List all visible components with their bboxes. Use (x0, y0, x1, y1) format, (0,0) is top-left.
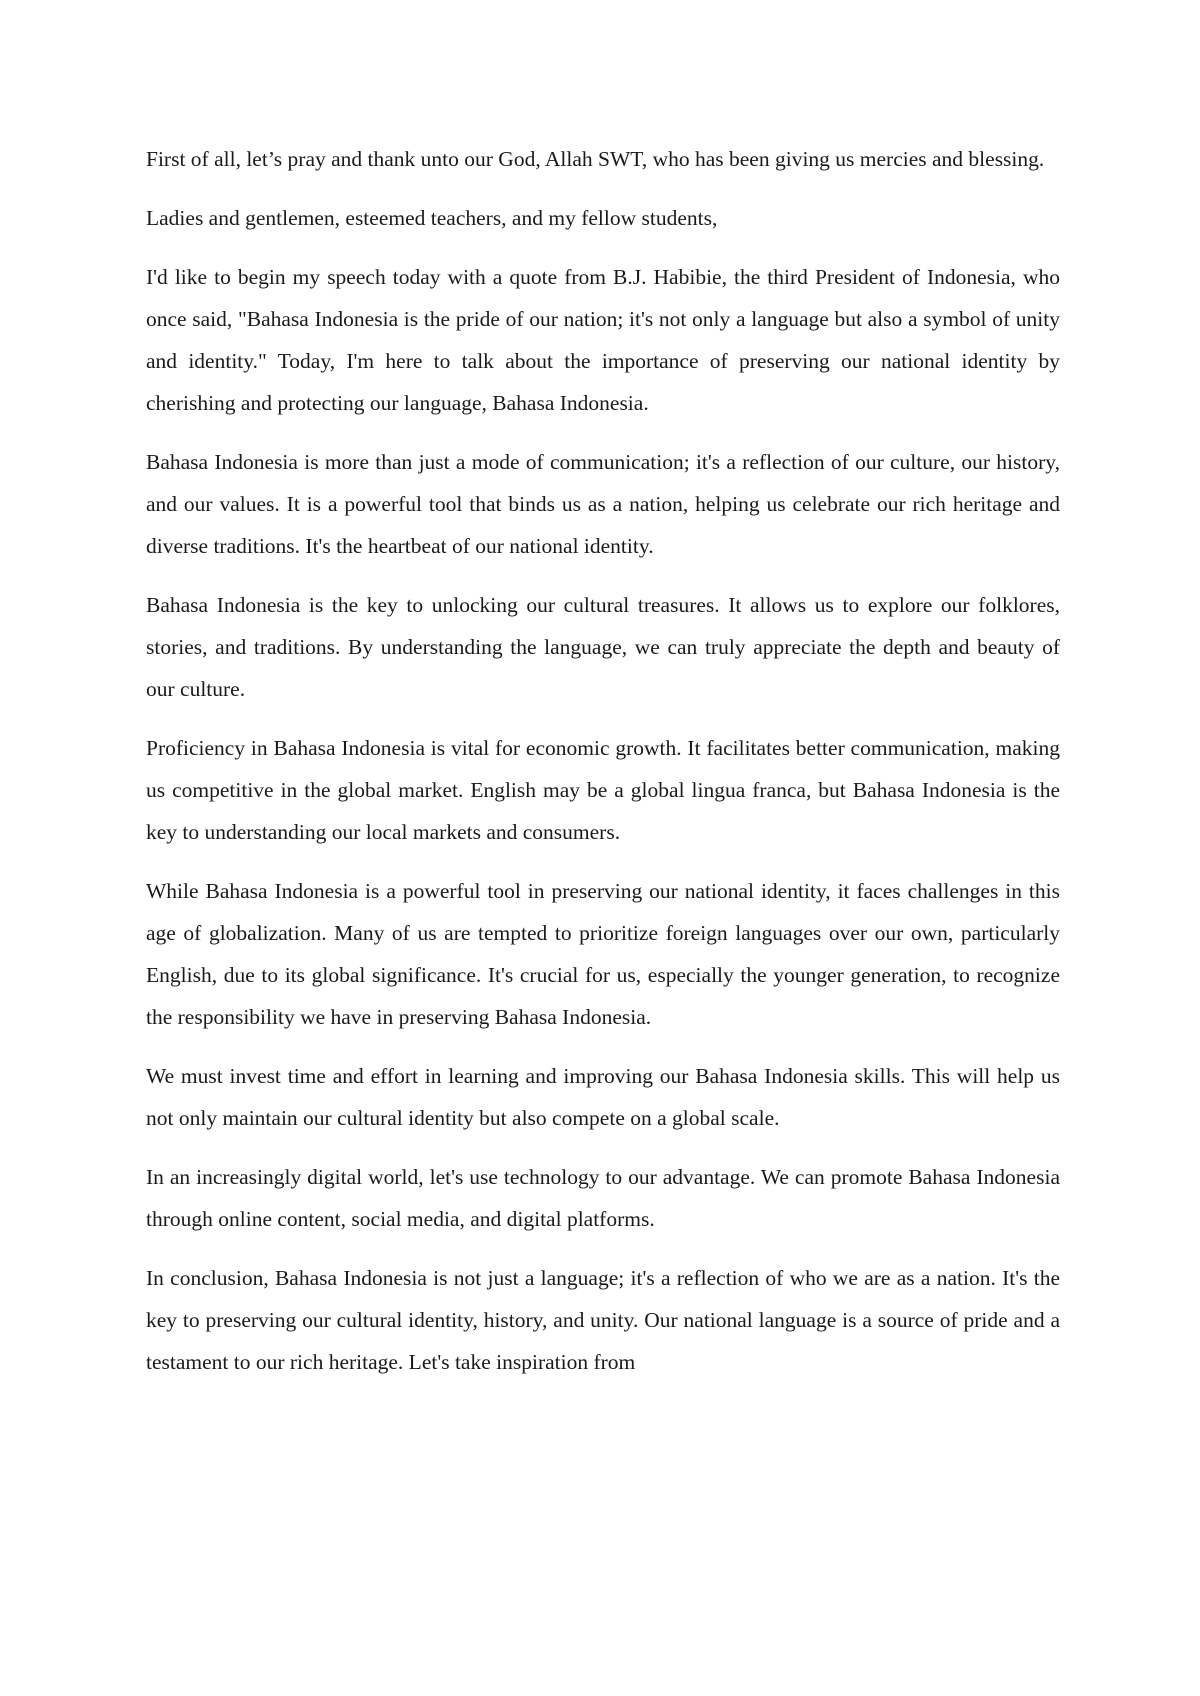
paragraph-opening-prayer: First of all, let’s pray and thank unto our God, Allah SWT, who has been giving us mercies and blessing. (146, 147, 1045, 171)
paragraph-habibie-quote: I'd like to begin my speech today with a quote from B.J. Habibie, the third President of Indonesia, who once said, "Bahasa Indonesia is the pride of our nation; it's not only a language but also a symbol of unity and identity." Today, I'm here to talk about the importance of preserving our national identity by cherishing and protecting our language, Bahasa Indonesia. (146, 265, 1060, 415)
paragraph-conclusion: In conclusion, Bahasa Indonesia is not just a language; it's a reflection of who we are as a nation. It's the key to preserving our cultural identity, history, and unity. Our national language is a source of pride and a testament to our rich heritage. Let's take inspiration from (146, 1266, 1060, 1374)
document-body (146, 138, 1060, 1400)
paragraph-greeting: Ladies and gentlemen, esteemed teachers, and my fellow students, (146, 206, 718, 230)
paragraph-invest-time: We must invest time and effort in learning and improving our Bahasa Indonesia skills. This will help us not only maintain our cultural identity but also compete on a global scale. (146, 1064, 1060, 1130)
paragraph-reflection-of-culture: Bahasa Indonesia is more than just a mode of communication; it's a reflection of our culture, our history, and our values. It is a powerful tool that binds us as a nation, helping us celebrate our rich heritage and diverse traditions. It's the heartbeat of our national identity. (146, 450, 1060, 558)
paragraph-globalization-challenges: While Bahasa Indonesia is a powerful tool in preserving our national identity, it faces challenges in this age of globalization. Many of us are tempted to prioritize foreign languages over our own, particularly English, due to its global significance. It's crucial for us, especially the younger generation, to recognize the responsibility we have in preserving Bahasa Indonesia. (146, 879, 1060, 1029)
paragraph-economic-growth: Proficiency in Bahasa Indonesia is vital for economic growth. It facilitates better communication, making us competitive in the global market. English may be a global lingua franca, but Bahasa Indonesia is the key to understanding our local markets and consumers. (146, 736, 1060, 844)
paragraph-cultural-treasures: Bahasa Indonesia is the key to unlocking our cultural treasures. It allows us to explore our folklores, stories, and traditions. By understanding the language, we can truly appreciate the depth and beauty of our culture. (146, 593, 1060, 701)
paragraph-digital-world: In an increasingly digital world, let's use technology to our advantage. We can promote Bahasa Indonesia through online content, social media, and digital platforms. (146, 1165, 1060, 1231)
